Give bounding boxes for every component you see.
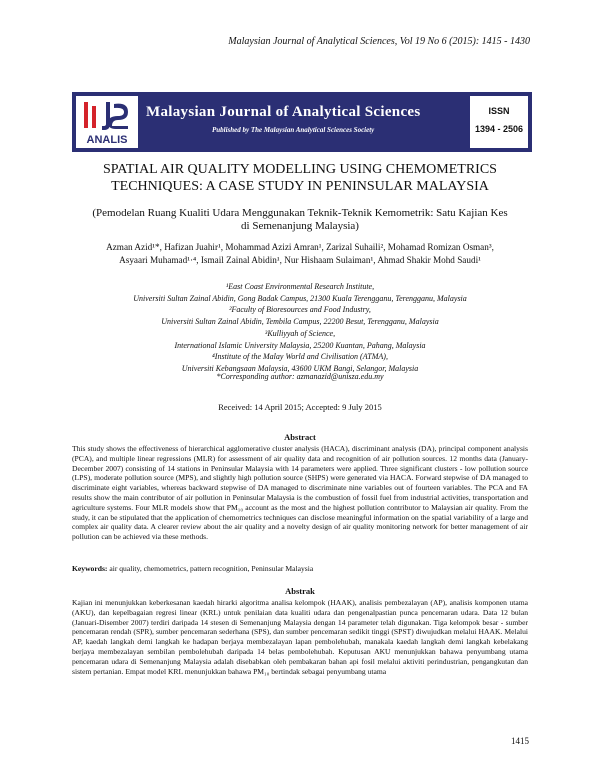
page-number: 1415	[511, 736, 529, 746]
affiliation-line: ²Faculty of Bioresources and Food Industry,	[229, 305, 371, 315]
affiliation-line: Universiti Kebangsaan Malaysia, 43600 UKM Bangi, Selangor, Malaysia	[181, 363, 419, 373]
article-title	[72, 161, 528, 195]
authors-line-2: Asyaari Muhamad¹·⁴, Ismail Zainal Abidin¹, Nur Hishaam Sulaiman¹, Ahmad Shakir Mohd Saudi¹	[119, 255, 481, 265]
affiliation-line: Universiti Sultan Zainal Abidin, Tembila Campus, 22200 Besut, Terengganu, Malaysia	[161, 317, 439, 327]
keywords-text: air quality, chemometrics, pattern recognition, Peninsular Malaysia	[109, 564, 314, 573]
issn-label: ISSN	[488, 106, 510, 116]
affiliation-line: ³Kulliyyah of Science,	[264, 328, 336, 338]
keywords-label: Keywords:	[72, 564, 108, 573]
malay-title-line-2: di Semenanjung Malaysia)	[241, 220, 359, 232]
analis-logo-icon	[76, 96, 138, 148]
abstrak-body: Kajian ini menunjukkan keberkesanan kaedah hirarki algoritma analisa kelompok (HAAK), analisis pembezalayan (AP), analisis komponen utama (AKU), dan kepelbagaian regresi linear (KRL) untuk penilaian data kualiti udara dan pengenalpastian punca pencemaran udara. Data 12 bulan (Januari-Disember 2007) terdiri daripada 14 stesen di Semenanjung Malaysia dengan 14 parameter telah digunakan. Tiga kelompok besar - sumber pencemaran rendah (SPR), sumber pencemaran sederhana (SPS), dan sumber pencemaran sedikit tinggi (SPST) diwujudkan melalui HAAK. Melalui AP, kaedah langkah demi langkah ke hadapan berjaya membezalayan lapan pembolehubah, manakala kaedah langkah demi langkah kebelakang berjaya membezalayan sembilan pembolehubah daripada 14 belas pembolehubah. Keputusan AKU menunjukkan bahawa penyumbang utama pencemaran udara di Semenanjung Malaysia adalah disebabkan oleh pembakaran bahan api fosil melalui aktiviti perindustrian, pengangkutan dan sistem pertanian. Empat model KRL menunjukkan bahawa PM₁₀ bertindak sebagai penyumbang utama	[72, 598, 528, 676]
abstract-heading: Abstract	[284, 432, 316, 442]
malay-title	[82, 207, 518, 233]
affiliation-line: International Islamic University Malaysia, 25200 Kuantan, Pahang, Malaysia	[174, 340, 426, 350]
affiliation-line: ⁴Institute of the Malay World and Civilisation (ATMA),	[212, 352, 388, 362]
running-head: Malaysian Journal of Analytical Sciences, Vol 19 No 6 (2015): 1415 - 1430	[228, 36, 530, 47]
abstrak-heading: Abstrak	[285, 586, 315, 596]
corresponding-author: *Corresponding author: azmanazid@unisza.edu.my	[216, 372, 384, 381]
svg-text:ANALIS: ANALIS	[86, 134, 128, 146]
author-list	[72, 241, 528, 267]
keywords	[72, 564, 528, 573]
affiliations	[72, 281, 528, 375]
abstract-body: This study shows the effectiveness of hierarchical agglomerative cluster analysis (HACA), discriminant analysis (DA), principal component analysis (PCA), and multiple linear regressions (MLR) for assessment of air quality data and recognition of air pollution sources. 12 months data (January-December 2007) consisting of 14 stations in Peninsular Malaysia with 14 parameters were applied. Three significant clusters - low pollution source (LPS), moderate pollution source (MPS), and slightly high pollution source (SHPS) were generated via HACA. Forward stepwise of DA managed to discriminate eight variables, whereas backward stepwise of DA managed to discriminate nine variables out of fourteen variables. The PCA and FA results show the main contributor of air pollution in Peninsular Malaysia is the combustion of fossil fuel from industrial activities, transportation and agriculture systems. Four MLR models show that PM₁₀ account as the most and the highest pollution contributor to Malaysian air quality. From the study, it can be stipulated that the application of chemometrics techniques can disclose meaningful information on the spatial variability of a large and complex air quality data. A clearer review about the air quality and a novelty design of air quality monitoring network for better management of air pollution can be achieved via these methods.	[72, 444, 528, 542]
journal-banner	[72, 92, 532, 152]
issn-value: 1394 - 2506	[474, 124, 524, 134]
publisher-line: Published by The Malaysian Analytical Sciences Society	[212, 126, 375, 134]
affiliation-line: Universiti Sultan Zainal Abidin, Gong Badak Campus, 21300 Kuala Terengganu, Terengganu, Malaysia	[133, 293, 467, 303]
authors-line-1: Azman Azid¹*, Hafizan Juahir¹, Mohammad Azizi Amran¹, Zarizal Suhaili², Mohamad Romizan Osman³,	[106, 242, 494, 252]
affiliation-line: ¹East Coast Environmental Research Institute,	[225, 282, 375, 291]
received-dates: Received: 14 April 2015; Accepted: 9 July 2015	[218, 402, 382, 412]
journal-logo	[76, 96, 138, 148]
journal-name: Malaysian Journal of Analytical Sciences	[146, 104, 421, 120]
malay-title-line-1: (Pemodelan Ruang Kualiti Udara Menggunakan Teknik-Teknik Kemometrik: Satu Kajian Kes	[92, 207, 508, 219]
title-line-2: TECHNIQUES: A CASE STUDY IN PENINSULAR MALAYSIA	[111, 179, 489, 194]
issn-box	[470, 96, 528, 148]
title-line-1: SPATIAL AIR QUALITY MODELLING USING CHEMOMETRICS	[103, 162, 497, 177]
